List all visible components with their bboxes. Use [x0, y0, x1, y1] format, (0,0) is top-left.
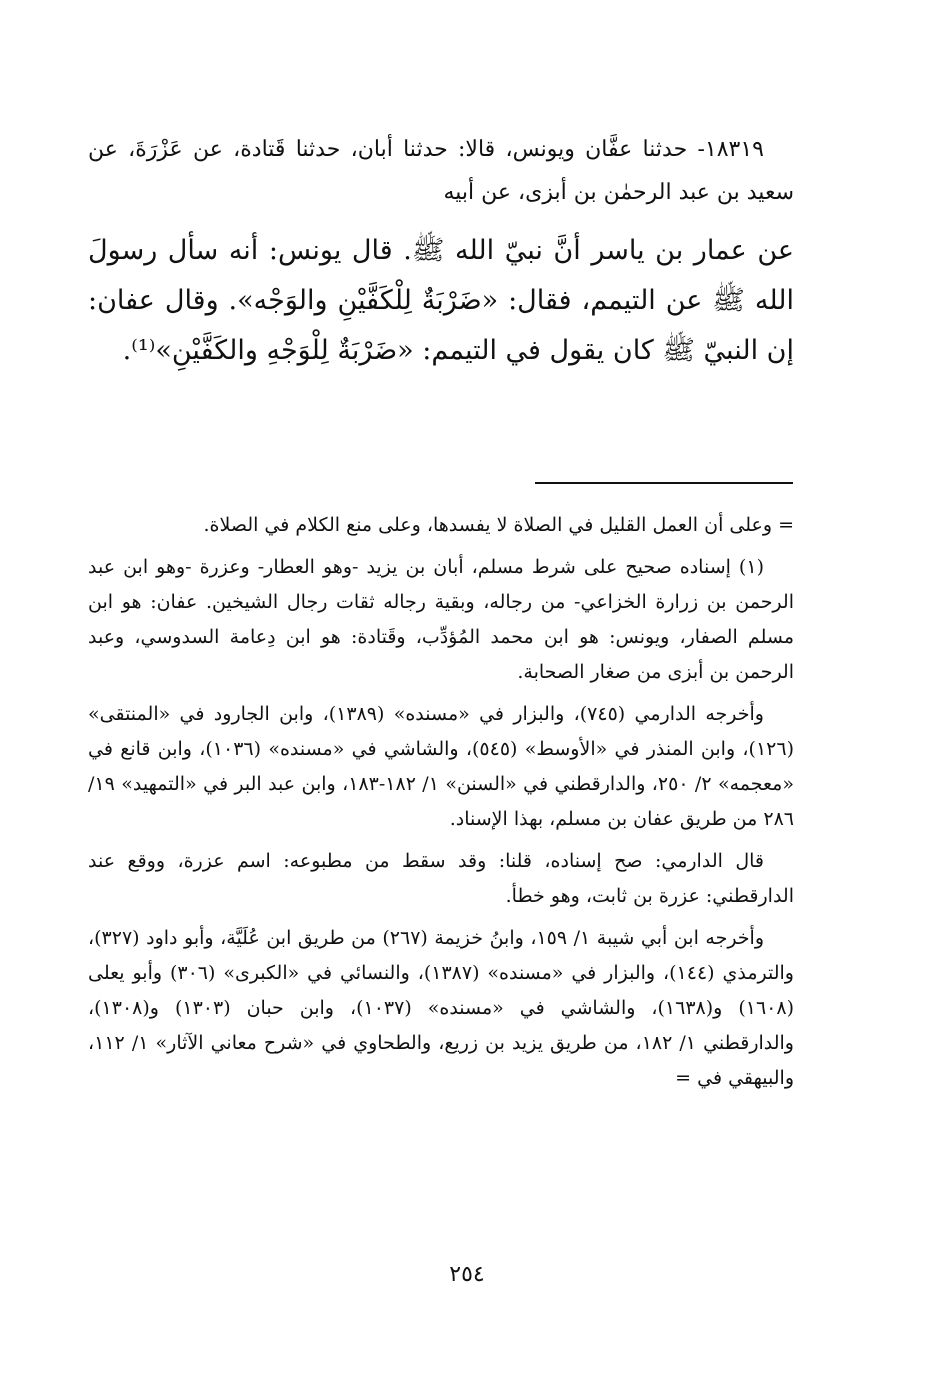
footnote-paragraph-3: قال الدارمي: صح إسناده، قلنا: وقد سقط من مطبوعه: اسم عزرة، ووقع عند الدارقطني: عزرة بن ثابت، وهو خطأ.: [88, 850, 794, 907]
hadith-isnad: ١٨٣١٩- حدثنا عفَّان ويونس، قالا: حدثنا أبان، حدثنا قَتادة، عن عَزْرَةَ، عن سعيد بن عبد الرحمٰن بن أبزى، عن أبيه: [88, 137, 794, 205]
footnote-paragraph-2: وأخرجه الدارمي (٧٤٥)، والبزار في «مسنده» (١٣٨٩)، وابن الجارود في «المنتقى» (١٢٦)، وابن المنذر في «الأوسط» (٥٤٥)، والشاشي في «مسنده» (١٠٣٦)، وابن قانع في «معجمه» ٢/ ٢٥٠، والدارقطني في «السنن» ١/ ١٨٢-١٨٣، وابن عبد البر في «التمهيد» ١٩/ ٢٨٦ من طريق عفان بن مسلم، بهذا الإسناد.: [88, 703, 794, 830]
hadith-matn: عن عمار بن ياسر أنَّ نبيّ الله ﷺ. قال يونس: أنه سأل رسولَ الله ﷺ عن التيمم، فقال: «ضَرْبَةٌ لِلْكَفَّيْنِ والوَجْه». وقال عفان: إن النبيّ ﷺ كان يقول في التيمم: «ضَرْبَةٌ لِلْوَجْهِ والكَفَّيْنِ»⁽¹⁾.: [88, 235, 794, 366]
footnote-paragraph-4: وأخرجه ابن أبي شيبة ١/ ١٥٩، وابنُ خزيمة (٢٦٧) من طريق ابن عُلَيَّة، وأبو داود (٣٢٧)، والترمذي (١٤٤)، والبزار في «مسنده» (١٣٨٧)، والنسائي في «الكبرى» (٣٠٦) وأبو يعلى (١٦٠٨) و(١٦٣٨)، والشاشي في «مسنده» (١٠٣٧)، وابن حبان (١٣٠٣) و(١٣٠٨)، والدارقطني ١/ ١٨٢، من طريق يزيد بن زريع، والطحاوي في «شرح معاني الآثار» ١/ ١١٢، والبيهقي في =: [88, 927, 794, 1089]
hadith-matn-block: [88, 226, 794, 376]
footnote-1: (١) إسناده صحيح على شرط مسلم، أبان بن يزيد -وهو العطار- وعزرة -وهو ابن عبد الرحمن بن زرارة الخزاعي- من رجاله، وبقية رجاله ثقات رجال الشيخين. عفان: هو ابن مسلم الصفار، ويونس: هو ابن محمد المُؤدِّب، وقَتادة: هو ابن دِعامة السدوسي، وعبد الرحمن بن أبزى من صغار الصحابة.: [88, 556, 794, 683]
footnotes-section: [88, 508, 794, 1103]
hadith-isnad-block: [88, 128, 794, 214]
page-number: ٢٥٤: [449, 1262, 485, 1287]
footnote-continuation: = وعلى أن العمل القليل في الصلاة لا يفسدها، وعلى منع الكلام في الصلاة.: [203, 514, 794, 536]
footnote-separator: [535, 482, 793, 484]
